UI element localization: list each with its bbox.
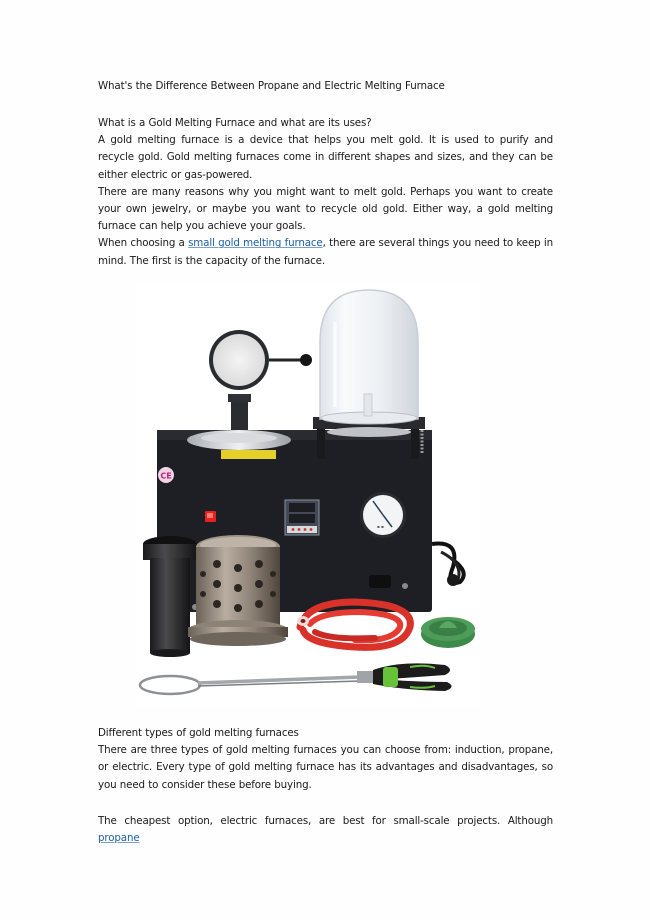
paragraph: There are three types of gold melting furnaces you can choose from: induction, propane, or electric. Every type of gold melting furnace has its advantages and disadvantages, so you need to consider these before buying. xyxy=(98,744,553,791)
crucible-tongs xyxy=(140,676,200,694)
paragraph-with-link xyxy=(98,235,553,269)
product-image xyxy=(135,282,480,707)
paragraph-with-link xyxy=(98,813,553,847)
paragraph-text: When choosing a xyxy=(98,237,189,250)
paragraph-text: The cheapest option, electric furnaces, are best for small-scale projects. Although xyxy=(98,815,553,827)
svg-text:▪ ▪: ▪ ▪ xyxy=(377,524,384,529)
toggle-switch xyxy=(369,575,391,588)
paragraph-text: , there are several things you need to keep in mind. The first is the capacity of the furnace. xyxy=(98,237,553,267)
document-title xyxy=(98,78,553,95)
title-text: What's the Difference Between Propane and Electric Melting Furnace xyxy=(98,80,445,92)
graphite-crucible xyxy=(143,544,197,560)
section-heading: What is a Gold Melting Furnace and what are its uses? xyxy=(98,117,372,129)
ce-mark: CE xyxy=(160,471,172,481)
section-heading: Different types of gold melting furnaces xyxy=(98,727,299,739)
section-types xyxy=(98,725,553,794)
paragraph: A gold melting furnace is a device that helps you melt gold. It is used to purify and recycle gold. Gold melting furnaces come in different shapes and sizes, and they can be either electric or gas-powered. xyxy=(98,134,553,181)
section-what-is xyxy=(98,105,553,270)
propane-link[interactable]: propane xyxy=(98,832,140,845)
paragraph-electric-furnaces xyxy=(98,813,553,847)
small-gold-melting-furnace-link[interactable]: small gold melting furnace xyxy=(188,237,323,250)
paragraph: There are many reasons why you might want to melt gold. Perhaps you want to create your own jewelry, or maybe you want to recycle old gold. Either way, a gold melting furnace can help you achieve your goals. xyxy=(98,185,553,233)
